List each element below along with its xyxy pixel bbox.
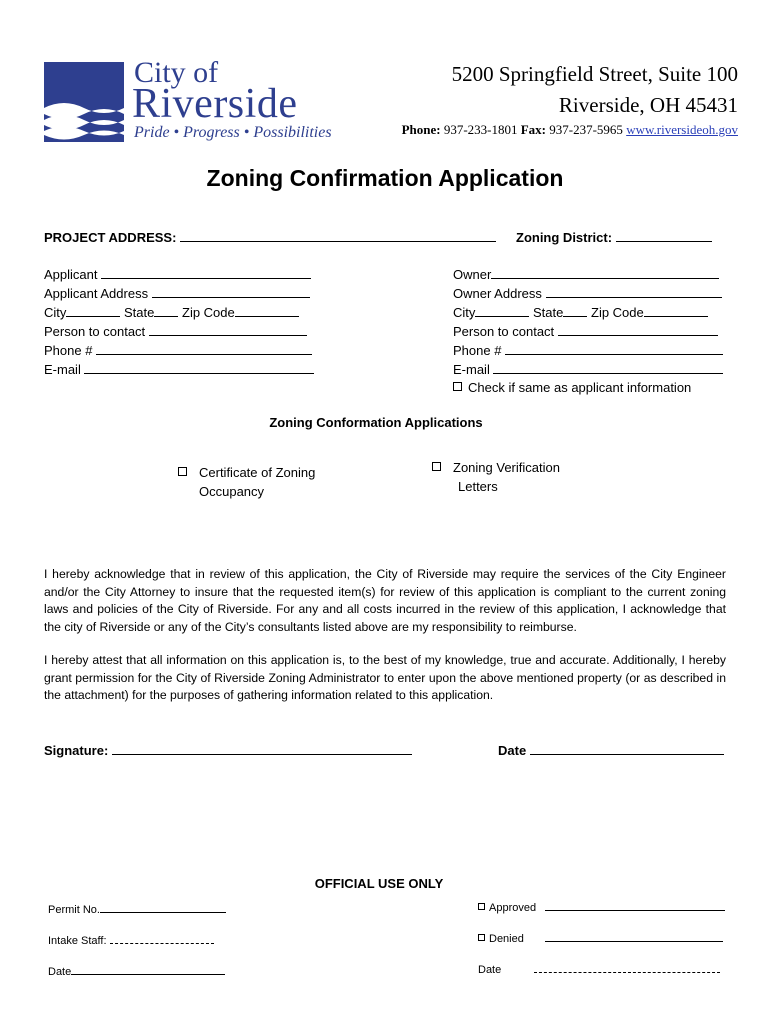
logo-riverside: Riverside: [132, 81, 298, 127]
applicant-city-field[interactable]: [66, 304, 120, 317]
applicant-contact-row: [44, 323, 307, 340]
denied-row: [478, 931, 723, 945]
official-date-row: [48, 964, 225, 978]
owner-city-label: City: [453, 305, 476, 320]
signature-label: Signature:: [44, 743, 109, 758]
applicant-row: [44, 266, 311, 283]
applicant-email-label: E-mail: [44, 362, 81, 377]
logo-tagline: Pride • Progress • Possibilities: [134, 124, 332, 141]
applicant-city-label: City: [44, 305, 67, 320]
applicant-address-row: [44, 285, 310, 302]
approved-field[interactable]: [545, 900, 725, 911]
owner-city-field[interactable]: [475, 304, 529, 317]
contact-line: [402, 122, 738, 138]
same-as-applicant-label: Check if same as applicant information: [468, 380, 692, 395]
address-line-1: 5200 Springfield Street, Suite 100: [451, 62, 738, 86]
applicant-phone-field[interactable]: [96, 342, 312, 355]
attestation-paragraph: I hereby attest that all information on this application is, to the best of my knowledge, true and accurate. Additionally, I hereby grant permission for the City of Riverside Zoning Administrator to enter upon the above mentioned property (or as described in the attachment) for the purposes of gathering information related to this application.: [44, 653, 726, 702]
owner-contact-field[interactable]: [558, 323, 718, 336]
same-as-applicant-row: [453, 380, 691, 396]
project-address-field[interactable]: [180, 229, 496, 242]
city-logo: [44, 56, 344, 144]
applicant-city-row: [44, 304, 299, 321]
zoning-district-field[interactable]: [616, 229, 712, 242]
project-address-row: [44, 229, 496, 246]
owner-phone-field[interactable]: [505, 342, 723, 355]
applicant-phone-label: Phone #: [44, 343, 93, 358]
owner-email-row: [453, 361, 723, 378]
permit-field[interactable]: [100, 902, 226, 913]
owner-state-label: State: [533, 305, 564, 320]
owner-contact-row: [453, 323, 718, 340]
owner-phone-label: Phone #: [453, 343, 502, 358]
denied-field[interactable]: [545, 931, 723, 942]
owner-zip-field[interactable]: [644, 304, 708, 317]
denied-checkbox[interactable]: [478, 934, 485, 941]
official-date-field[interactable]: [71, 964, 225, 975]
approved-checkbox[interactable]: [478, 903, 485, 910]
applicant-state-label: State: [124, 305, 155, 320]
intake-label: Intake Staff:: [48, 935, 107, 947]
official-date-label: Date: [48, 966, 72, 978]
owner-address-row: [453, 285, 722, 302]
applicant-zip-field[interactable]: [235, 304, 299, 317]
phone-label: Phone:: [401, 122, 441, 137]
owner-label: Owner: [453, 267, 492, 282]
certificate-label-line2: Occupancy: [199, 484, 265, 499]
page-title: Zoning Confirmation Application: [206, 165, 564, 191]
zoning-district-label: Zoning District:: [516, 230, 613, 245]
applicant-contact-label: Person to contact: [44, 324, 146, 339]
official-use-heading: OFFICIAL USE ONLY: [314, 876, 444, 891]
owner-phone-row: [453, 342, 723, 359]
permit-label: Permit No.: [48, 904, 100, 916]
owner-field[interactable]: [491, 266, 719, 279]
logo-city-of: City of: [134, 56, 219, 89]
verification-checkbox[interactable]: [432, 462, 441, 471]
intake-row: [48, 933, 214, 947]
same-as-applicant-checkbox[interactable]: [453, 382, 462, 391]
official-date-right-label: Date: [478, 964, 502, 976]
date-label: Date: [498, 743, 527, 758]
zoning-district-row: [516, 229, 712, 246]
fax-number: 937-237-5965: [549, 122, 623, 137]
acknowledgement-paragraph: I hereby acknowledge that in review of this application, the City of Riverside may require the services of the City Engineer and/or the City Attorney to insure that the requested item(s) for review of this application is compliant to the current zoning laws and policies of the City of Riverside. For any and all costs incurred in the review of this application, I acknowledge that the city of Riverside or any of the City’s consultants listed above are my responsibility to reimburse.: [44, 567, 726, 634]
applicant-contact-field[interactable]: [149, 323, 307, 336]
intake-field[interactable]: [110, 933, 214, 944]
certificate-checkbox[interactable]: [178, 467, 187, 476]
verification-label-line2: Letters: [458, 479, 498, 494]
fax-label: Fax:: [520, 122, 547, 137]
owner-contact-label: Person to contact: [453, 324, 555, 339]
owner-email-label: E-mail: [453, 362, 490, 377]
official-date-right-field[interactable]: [534, 962, 720, 973]
denied-label: Denied: [489, 933, 524, 945]
signature-field[interactable]: [112, 742, 412, 755]
applicant-email-field[interactable]: [84, 361, 314, 374]
applicant-email-row: [44, 361, 314, 378]
applicant-phone-row: [44, 342, 312, 359]
approved-label: Approved: [489, 902, 537, 914]
applicant-address-label: Applicant Address: [44, 286, 149, 301]
owner-address-label: Owner Address: [453, 286, 542, 301]
owner-city-row: [453, 304, 708, 321]
date-field[interactable]: [530, 742, 724, 755]
official-date-right-row: [478, 962, 720, 976]
owner-email-field[interactable]: [493, 361, 723, 374]
website-link[interactable]: www.riversideoh.gov: [626, 122, 738, 137]
city-logo-mark-icon: [44, 62, 124, 142]
owner-zip-label: Zip Code: [591, 305, 644, 320]
certificate-label-line1: Certificate of Zoning: [199, 465, 316, 480]
signature-row: [44, 742, 412, 759]
phone-number: 937-233-1801: [443, 122, 518, 137]
applicant-address-field[interactable]: [152, 285, 310, 298]
permit-row: [48, 902, 226, 916]
applicant-field[interactable]: [101, 266, 311, 279]
owner-row: [453, 266, 719, 283]
project-address-label: PROJECT ADDRESS:: [44, 230, 177, 245]
approved-row: [478, 900, 725, 914]
applications-heading: Zoning Conformation Applications: [269, 415, 483, 430]
owner-state-field[interactable]: [563, 304, 587, 317]
date-row: [498, 742, 724, 759]
owner-address-field[interactable]: [546, 285, 722, 298]
address-line-2: Riverside, OH 45431: [558, 93, 738, 117]
applicant-label: Applicant: [44, 267, 98, 282]
verification-label-line1: Zoning Verification: [453, 460, 560, 475]
applicant-state-field[interactable]: [154, 304, 178, 317]
applicant-zip-label: Zip Code: [182, 305, 235, 320]
